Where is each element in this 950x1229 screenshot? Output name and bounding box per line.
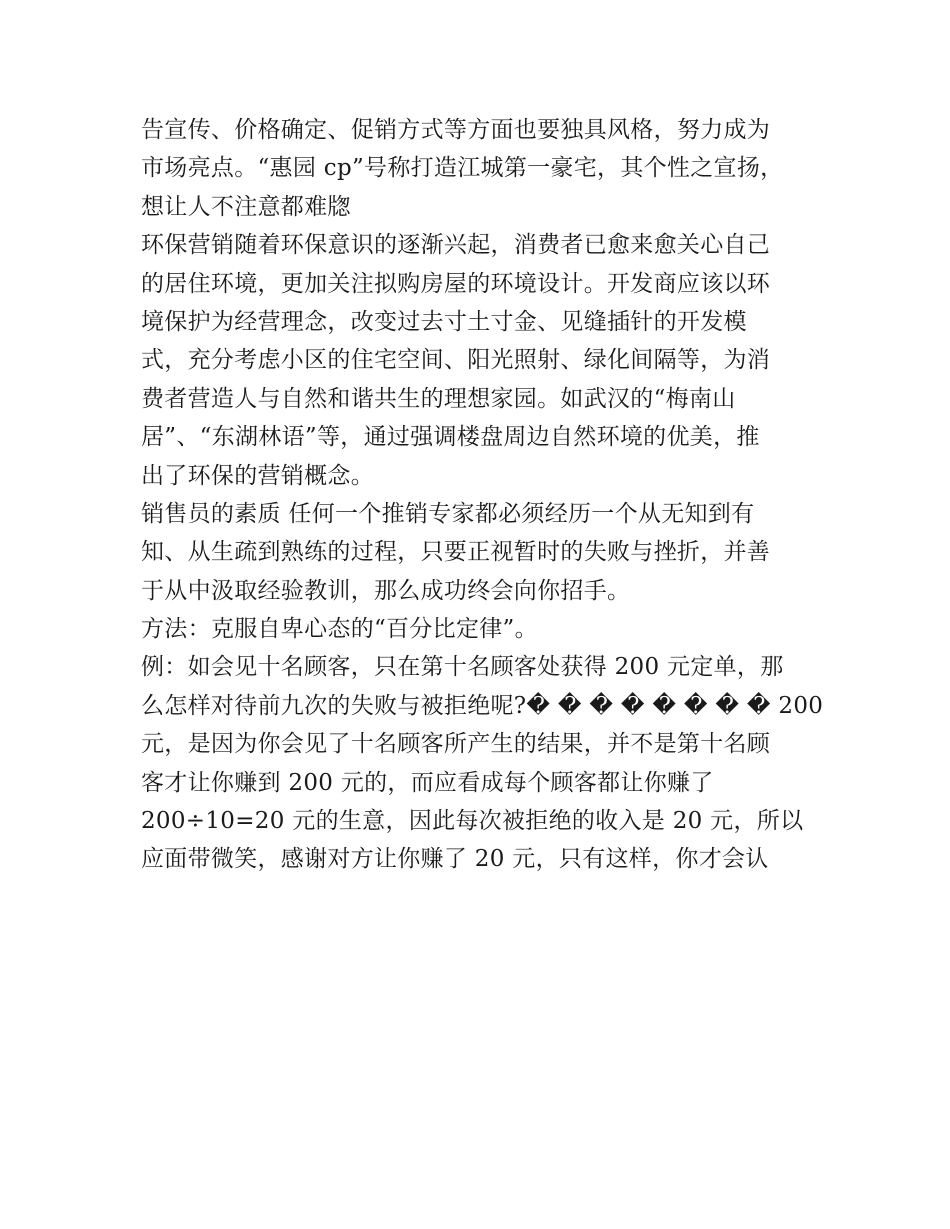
text-line: 居”、“东湖林语”等，通过强调楼盘周边自然环境的优美，推 [141, 424, 760, 451]
text-line: 想让人不注意都难牎 [141, 193, 351, 220]
text-line: 么怎样对待前九次的失败与被拒绝呢?� � � � � � � � 200 [141, 692, 824, 719]
text-line: 应面带微笑，感谢对方让你赚了 20 元，只有这样，你才会认 [141, 846, 769, 873]
text-line: 客才让你赚到 200 元的，而应看成每个顾客都让你赚了 [141, 769, 714, 796]
text-line: 环保营销随着环保意识的逐渐兴起，消费者已愈来愈关心自己 [141, 232, 771, 259]
text-line: 于从中汲取经验教训，那么成功终会向你招手。 [141, 577, 631, 604]
text-line: 市场亮点。“惠园 cp”号称打造江城第一豪宅，其个性之宣扬， [141, 155, 784, 182]
text-line: 出了环保的营销概念。 [141, 462, 374, 489]
text-line: 的居住环境，更加关注拟购房屋的环境设计。开发商应该以环 [141, 270, 771, 297]
text-line: 知、从生疏到熟练的过程，只要正视暂时的失败与挫折，并善 [141, 539, 771, 566]
text-line: 例：如会见十名顾客，只在第十名顾客处获得 200 元定单，那 [141, 654, 784, 681]
text-line: 费者营造人与自然和谐共生的理想家园。如武汉的“梅南山 [141, 385, 736, 412]
text-line: 方法：克服自卑心态的“百分比定律”。 [141, 616, 538, 643]
text-line: 式，充分考虑小区的住宅空间、阳光照射、绿化间隔等，为消 [141, 347, 771, 374]
text-line: 元，是因为你会见了十名顾客所产生的结果，并不是第十名顾 [141, 731, 771, 758]
text-line: 200÷10=20 元的生意，因此每次被拒绝的收入是 20 元，所以 [141, 808, 804, 835]
text-line: 告宣传、价格确定、促销方式等方面也要独具风格，努力成为 [141, 117, 771, 143]
text-line: 销售员的素质 任何一个推销专家都必须经历一个从无知到有 [141, 500, 755, 527]
text-line: 境保护为经营理念，改变过去寸土寸金、见缝插针的开发模 [141, 308, 747, 335]
body-text [141, 111, 824, 879]
